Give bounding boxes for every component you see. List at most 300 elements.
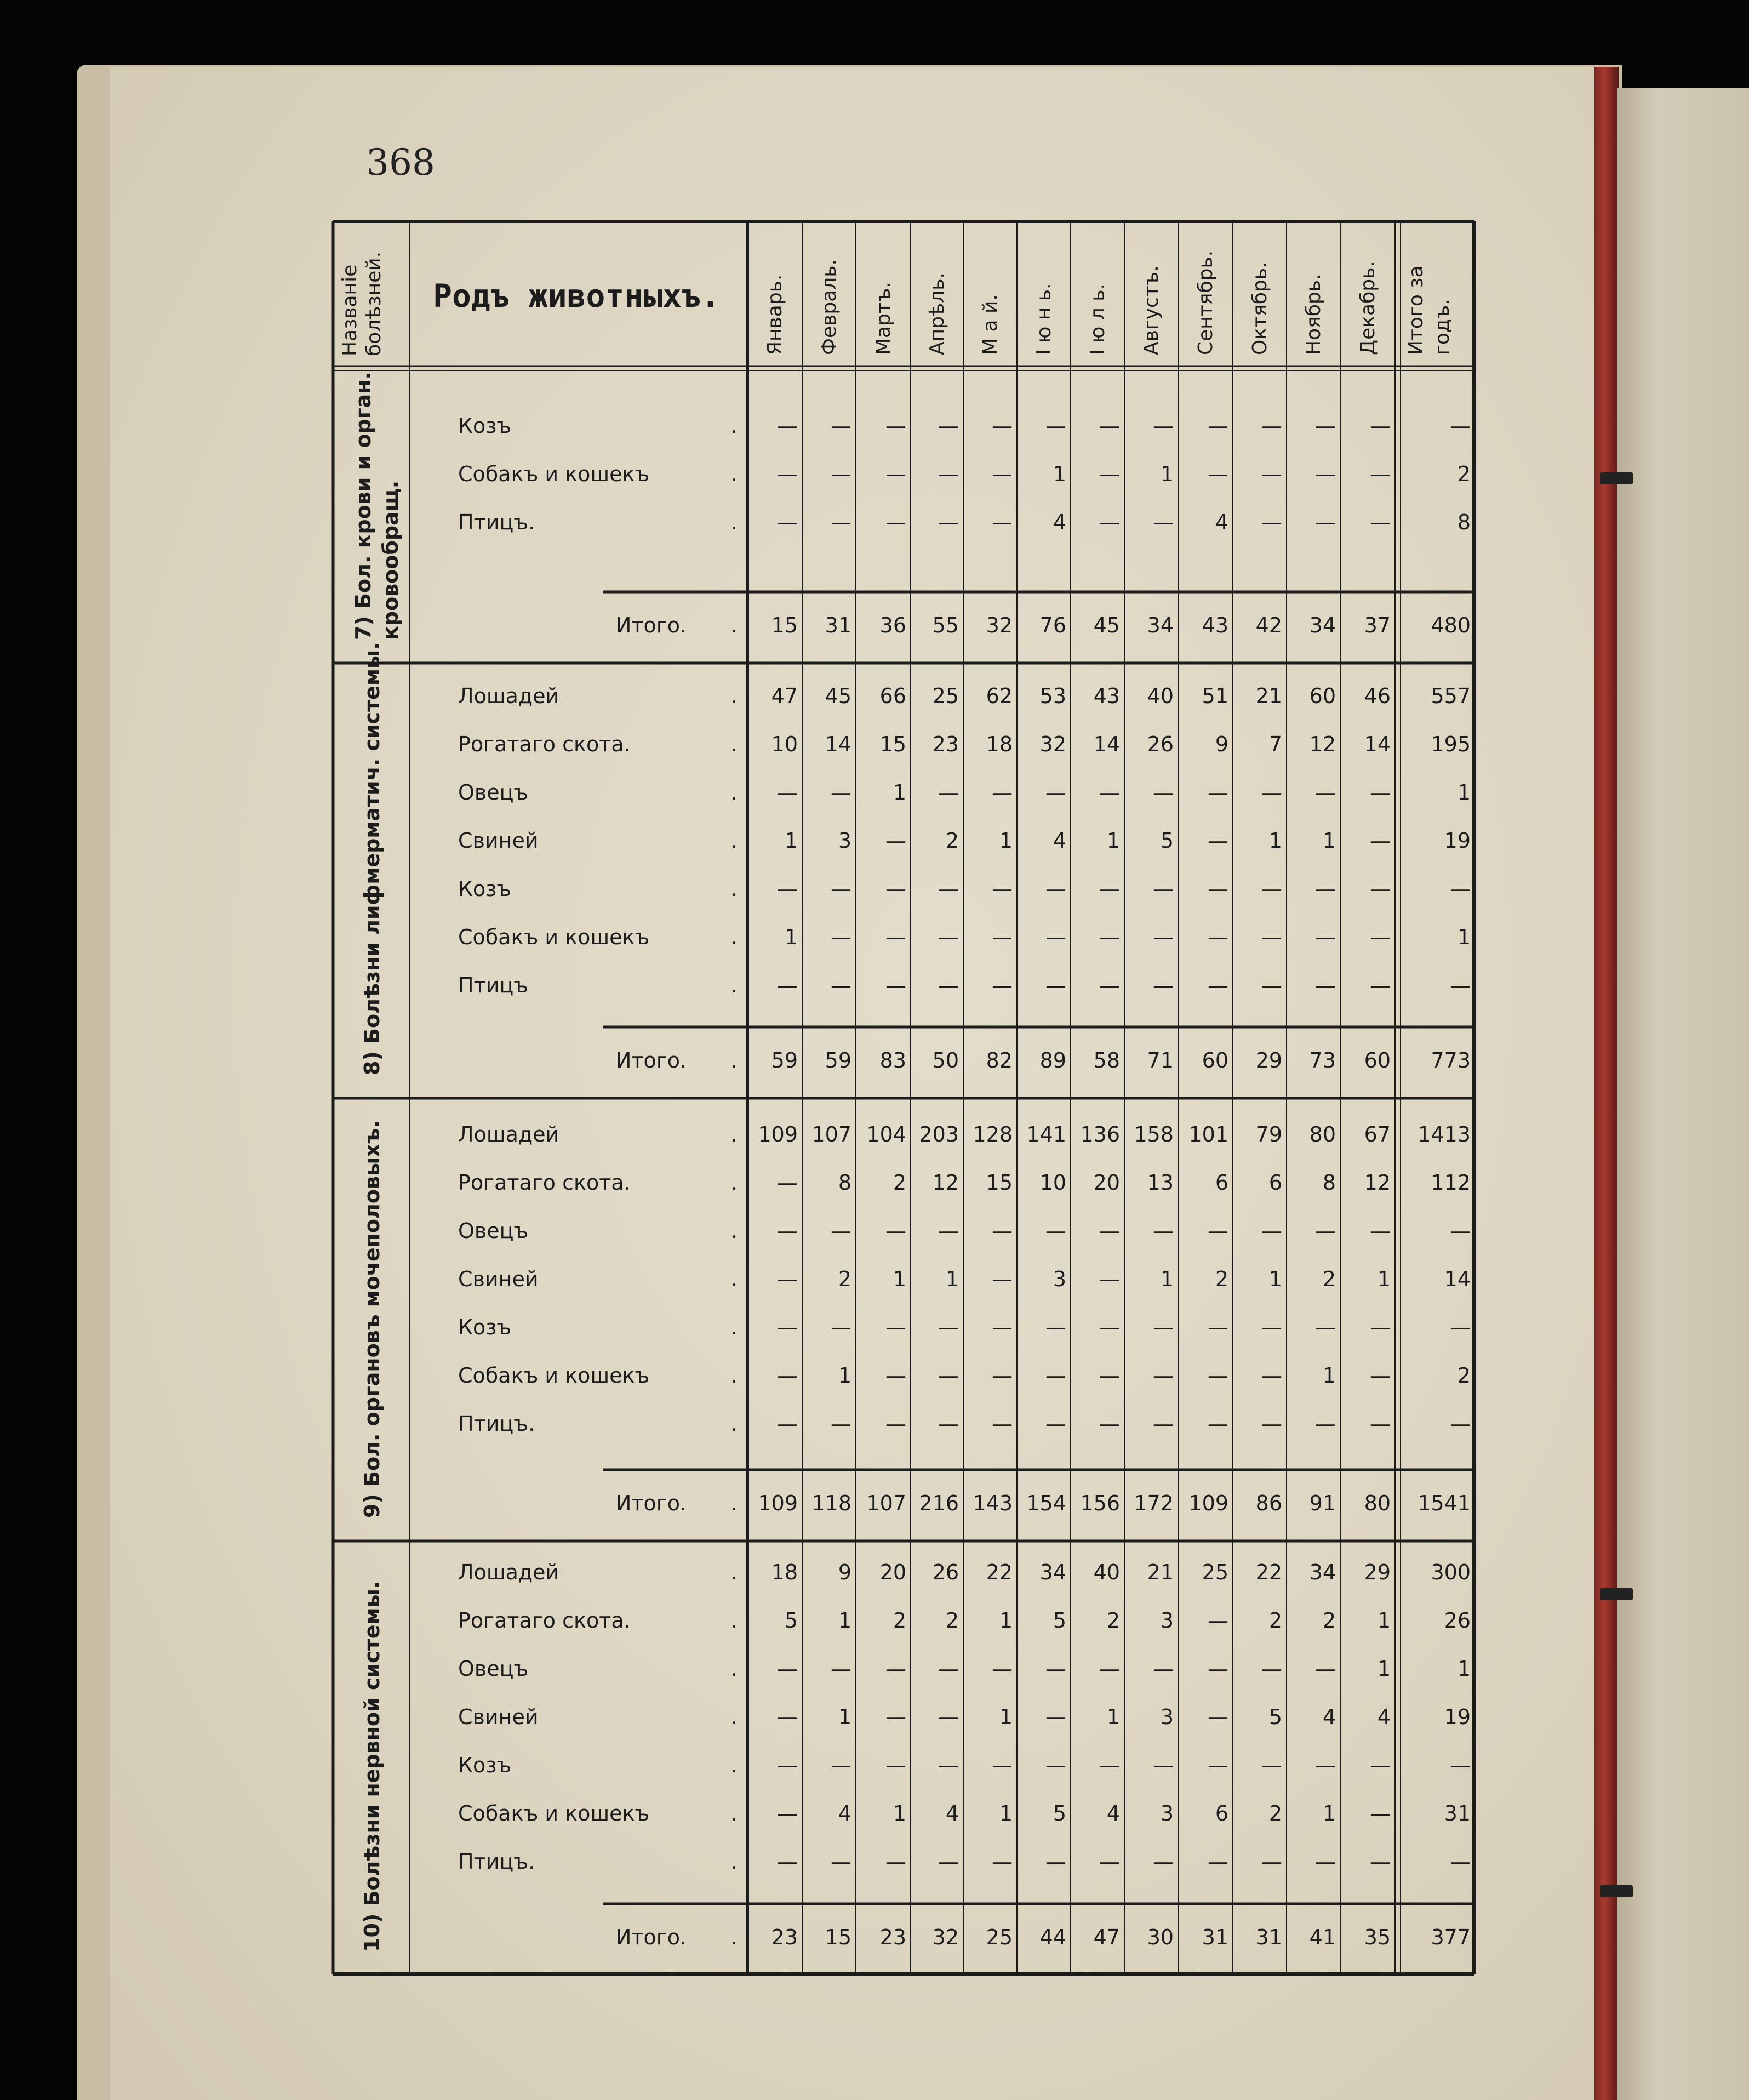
month-value: 34 xyxy=(1039,1560,1066,1584)
month-value: 34 xyxy=(1309,1560,1336,1584)
month-value: — xyxy=(1099,1315,1120,1339)
year-total-value: — xyxy=(1450,973,1471,997)
month-value: — xyxy=(1099,877,1120,901)
month-value: — xyxy=(1261,462,1282,486)
month-value: — xyxy=(938,780,959,804)
month-value: — xyxy=(992,973,1013,997)
animal-name: Овецъ xyxy=(458,1219,529,1243)
month-value: 1 xyxy=(784,829,798,853)
month-value: 1 xyxy=(893,1267,906,1291)
month-value: — xyxy=(1208,925,1228,949)
month-value: 29 xyxy=(1364,1560,1391,1584)
month-value: — xyxy=(1153,1753,1174,1777)
month-value: — xyxy=(938,1657,959,1681)
month-value: 101 xyxy=(1188,1122,1228,1146)
month-total-value: 31 xyxy=(825,613,851,637)
totals-label: Итого. xyxy=(616,1925,687,1949)
month-value: — xyxy=(1099,1753,1120,1777)
month-value: 3 xyxy=(1160,1801,1174,1825)
month-value: 1 xyxy=(1268,1267,1282,1291)
month-value: 45 xyxy=(825,684,851,708)
month-value: 60 xyxy=(1309,684,1336,708)
animal-name: Птицъ. xyxy=(458,510,535,534)
month-total-value: 89 xyxy=(1039,1048,1066,1072)
month-value: — xyxy=(938,1315,959,1339)
year-total-value: 112 xyxy=(1431,1171,1471,1195)
month-value: — xyxy=(777,1363,798,1388)
month-value: — xyxy=(1208,1608,1228,1633)
month-value: 1 xyxy=(999,1608,1013,1633)
grand-total-value: 480 xyxy=(1431,613,1471,637)
header-month-label: Январь. xyxy=(764,274,786,355)
month-value: 8 xyxy=(1322,1171,1336,1195)
animal-name: Лошадей xyxy=(458,684,559,708)
animal-name: Рогатаго скота. xyxy=(458,1171,631,1195)
month-value: 1 xyxy=(1322,829,1336,853)
month-value: — xyxy=(992,877,1013,901)
month-total-value: 37 xyxy=(1364,613,1391,637)
header-month-label: М а й. xyxy=(979,294,1002,355)
month-value: — xyxy=(1153,973,1174,997)
month-total-value: 80 xyxy=(1364,1491,1391,1515)
month-value: 5 xyxy=(1160,829,1174,853)
month-value: — xyxy=(1208,1412,1228,1436)
month-value: — xyxy=(1315,462,1336,486)
header-disease-label: болѣзней. xyxy=(363,251,385,356)
month-value: — xyxy=(1045,1363,1066,1388)
animal-name: Птицъ. xyxy=(458,1412,535,1436)
header-month-label: І ю н ь. xyxy=(1033,283,1055,355)
month-value: — xyxy=(1045,1412,1066,1436)
month-value: — xyxy=(1261,1850,1282,1874)
month-value: 3 xyxy=(1053,1267,1066,1291)
month-value: 13 xyxy=(1147,1171,1174,1195)
month-value: — xyxy=(1208,973,1228,997)
leader-dot: . xyxy=(731,1171,738,1195)
month-total-value: 50 xyxy=(932,1048,959,1072)
animal-name: Рогатаго скота. xyxy=(458,1608,631,1633)
month-value: — xyxy=(1099,1267,1120,1291)
month-value: 66 xyxy=(879,684,906,708)
month-total-value: 91 xyxy=(1309,1491,1336,1515)
section-title: 10) Болѣзни нервной системы. xyxy=(360,1580,384,1952)
month-value: — xyxy=(1208,1753,1228,1777)
month-value: 2 xyxy=(1106,1608,1120,1633)
month-value: 80 xyxy=(1309,1122,1336,1146)
month-value: — xyxy=(777,1850,798,1874)
month-total-value: 58 xyxy=(1093,1048,1120,1072)
month-value: 21 xyxy=(1255,684,1282,708)
month-value: 1 xyxy=(999,829,1013,853)
month-value: — xyxy=(885,1219,906,1243)
month-value: — xyxy=(1261,780,1282,804)
leader-dot: . xyxy=(731,613,738,637)
leader-dot: . xyxy=(731,684,738,708)
month-value: — xyxy=(1370,462,1391,486)
month-total-value: 36 xyxy=(879,613,906,637)
month-value: 1 xyxy=(893,780,906,804)
month-value: — xyxy=(777,1171,798,1195)
month-total-value: 59 xyxy=(771,1048,798,1072)
month-total-value: 45 xyxy=(1093,613,1120,637)
year-total-value: 195 xyxy=(1431,732,1471,756)
month-value: — xyxy=(1315,1753,1336,1777)
month-value: — xyxy=(1045,1315,1066,1339)
leader-dot: . xyxy=(731,1705,738,1729)
header-year-total-label: Итого за xyxy=(1405,265,1427,355)
leader-dot: . xyxy=(731,732,738,756)
leader-dot: . xyxy=(731,1219,738,1243)
month-value: 23 xyxy=(932,732,959,756)
grand-total-value: 377 xyxy=(1431,1925,1471,1949)
month-value: — xyxy=(1208,780,1228,804)
month-total-value: 109 xyxy=(1188,1491,1228,1515)
month-value: — xyxy=(1153,877,1174,901)
header-animal-label: Родъ животныхъ. xyxy=(433,277,720,315)
month-value: 1 xyxy=(893,1801,906,1825)
animal-name: Рогатаго скота. xyxy=(458,732,631,756)
month-value: — xyxy=(992,1363,1013,1388)
month-total-value: 86 xyxy=(1255,1491,1282,1515)
month-value: 14 xyxy=(1093,732,1120,756)
month-total-value: 42 xyxy=(1255,613,1282,637)
year-total-value: — xyxy=(1450,1219,1471,1243)
month-value: — xyxy=(1370,1363,1391,1388)
leader-dot: . xyxy=(731,1560,738,1584)
month-total-value: 23 xyxy=(879,1925,906,1949)
month-value: — xyxy=(1208,877,1228,901)
month-value: — xyxy=(1208,829,1228,853)
animal-name: Собакъ и кошекъ xyxy=(458,462,650,486)
month-value: — xyxy=(1153,1657,1174,1681)
month-value: 9 xyxy=(838,1560,851,1584)
month-total-value: 31 xyxy=(1202,1925,1228,1949)
leader-dot: . xyxy=(731,462,738,486)
totals-label: Итого. xyxy=(616,613,687,637)
month-total-value: 60 xyxy=(1364,1048,1391,1072)
section-title: 7) Бол. крови и орган. xyxy=(351,372,375,640)
month-total-value: 156 xyxy=(1080,1491,1120,1515)
month-value: 14 xyxy=(825,732,851,756)
month-value: 6 xyxy=(1215,1171,1228,1195)
month-value: 109 xyxy=(758,1122,798,1146)
year-total-value: 31 xyxy=(1444,1801,1471,1825)
header-month-label: Октябрь. xyxy=(1249,261,1271,355)
month-value: 18 xyxy=(771,1560,798,1584)
month-value: — xyxy=(831,877,851,901)
month-value: — xyxy=(885,1363,906,1388)
leader-dot: . xyxy=(731,973,738,997)
month-value: 22 xyxy=(1255,1560,1282,1584)
month-value: — xyxy=(938,1219,959,1243)
leader-dot: . xyxy=(731,877,738,901)
month-value: 141 xyxy=(1026,1122,1066,1146)
year-total-value: 1 xyxy=(1457,1657,1471,1681)
month-value: 4 xyxy=(1106,1801,1120,1825)
month-value: — xyxy=(1370,829,1391,853)
year-total-value: 1413 xyxy=(1418,1122,1471,1146)
month-value: — xyxy=(1045,780,1066,804)
leader-dot: . xyxy=(731,1925,738,1949)
month-value: 15 xyxy=(879,732,906,756)
month-total-value: 30 xyxy=(1147,1925,1174,1949)
month-value: — xyxy=(1153,780,1174,804)
month-value: 4 xyxy=(1053,829,1066,853)
animal-name: Свиней xyxy=(458,829,539,853)
month-value: — xyxy=(1099,1412,1120,1436)
month-value: — xyxy=(1370,510,1391,534)
month-value: — xyxy=(1045,1705,1066,1729)
month-value: 5 xyxy=(1053,1608,1066,1633)
month-value: 8 xyxy=(838,1171,851,1195)
month-value: — xyxy=(1261,973,1282,997)
month-value: 1 xyxy=(1106,1705,1120,1729)
animal-name: Свиней xyxy=(458,1267,539,1291)
month-value: — xyxy=(1099,1363,1120,1388)
month-total-value: 25 xyxy=(986,1925,1013,1949)
animal-name: Овецъ xyxy=(458,1657,529,1681)
month-value: 32 xyxy=(1039,732,1066,756)
month-value: — xyxy=(1370,1315,1391,1339)
animal-name: Козъ xyxy=(458,414,512,438)
month-value: — xyxy=(1261,1219,1282,1243)
month-value: 10 xyxy=(771,732,798,756)
month-value: — xyxy=(938,925,959,949)
month-value: 4 xyxy=(1377,1705,1391,1729)
month-value: — xyxy=(1315,1315,1336,1339)
month-total-value: 60 xyxy=(1202,1048,1228,1072)
animal-name: Козъ xyxy=(458,1315,512,1339)
month-value: 2 xyxy=(893,1608,906,1633)
month-value: — xyxy=(1315,414,1336,438)
year-total-value: 8 xyxy=(1457,510,1471,534)
month-value: — xyxy=(777,973,798,997)
month-value: — xyxy=(1099,510,1120,534)
animal-name: Собакъ и кошекъ xyxy=(458,1801,650,1825)
month-value: — xyxy=(777,1705,798,1729)
month-value: — xyxy=(777,1267,798,1291)
month-value: — xyxy=(992,510,1013,534)
year-total-value: — xyxy=(1450,1315,1471,1339)
leader-dot: . xyxy=(731,1363,738,1388)
month-total-value: 154 xyxy=(1026,1491,1066,1515)
month-value: — xyxy=(1315,877,1336,901)
month-value: — xyxy=(1370,1219,1391,1243)
month-value: — xyxy=(938,1705,959,1729)
month-value: 1 xyxy=(838,1608,851,1633)
month-value: — xyxy=(777,462,798,486)
month-value: — xyxy=(1315,510,1336,534)
animal-name: Козъ xyxy=(458,1753,512,1777)
month-value: 1 xyxy=(1106,829,1120,853)
month-value: 9 xyxy=(1215,732,1228,756)
month-value: 22 xyxy=(986,1560,1013,1584)
month-value: — xyxy=(885,1657,906,1681)
month-value: — xyxy=(1045,1850,1066,1874)
animal-name: Собакъ и кошекъ xyxy=(458,1363,650,1388)
header-month-label: Августъ. xyxy=(1140,265,1163,355)
header-month-label: Ноябрь. xyxy=(1302,273,1325,355)
month-value: 12 xyxy=(1364,1171,1391,1195)
month-value: — xyxy=(1153,1850,1174,1874)
leader-dot: . xyxy=(731,414,738,438)
month-value: — xyxy=(1370,973,1391,997)
year-total-value: — xyxy=(1450,414,1471,438)
month-value: 14 xyxy=(1364,732,1391,756)
leader-dot: . xyxy=(731,1753,738,1777)
leader-dot: . xyxy=(731,1801,738,1825)
month-total-value: 73 xyxy=(1309,1048,1336,1072)
animal-name: Овецъ xyxy=(458,780,529,804)
leader-dot: . xyxy=(731,925,738,949)
month-value: 1 xyxy=(1377,1267,1391,1291)
leader-dot: . xyxy=(731,1491,738,1515)
month-value: 2 xyxy=(838,1267,851,1291)
month-value: — xyxy=(1370,1412,1391,1436)
year-total-value: 2 xyxy=(1457,1363,1471,1388)
month-value: — xyxy=(992,1219,1013,1243)
month-total-value: 47 xyxy=(1093,1925,1120,1949)
month-value: — xyxy=(992,780,1013,804)
header-month-label: Сентябрь. xyxy=(1194,250,1217,355)
month-value: 3 xyxy=(838,829,851,853)
month-value: 21 xyxy=(1147,1560,1174,1584)
month-value: — xyxy=(831,1850,851,1874)
month-value: — xyxy=(831,510,851,534)
month-value: — xyxy=(885,877,906,901)
month-value: — xyxy=(1261,1657,1282,1681)
month-total-value: 82 xyxy=(986,1048,1013,1072)
month-value: — xyxy=(992,462,1013,486)
month-value: 1 xyxy=(1377,1657,1391,1681)
month-value: 1 xyxy=(1268,829,1282,853)
year-total-value: — xyxy=(1450,1412,1471,1436)
year-total-value: 14 xyxy=(1444,1267,1471,1291)
month-value: 5 xyxy=(784,1608,798,1633)
month-value: — xyxy=(885,510,906,534)
leader-dot: . xyxy=(731,1267,738,1291)
month-value: 1 xyxy=(1377,1608,1391,1633)
month-value: — xyxy=(1099,780,1120,804)
header-month-label: Декабрь. xyxy=(1357,261,1379,355)
month-value: 62 xyxy=(986,684,1013,708)
month-value: — xyxy=(1208,1363,1228,1388)
month-value: 158 xyxy=(1134,1122,1174,1146)
year-total-value: 19 xyxy=(1444,829,1471,853)
month-value: 2 xyxy=(1268,1608,1282,1633)
month-value: 67 xyxy=(1364,1122,1391,1146)
month-value: — xyxy=(992,1412,1013,1436)
month-value: — xyxy=(831,973,851,997)
month-value: — xyxy=(1153,1412,1174,1436)
month-value: — xyxy=(831,1753,851,1777)
month-value: 51 xyxy=(1202,684,1228,708)
month-value: 1 xyxy=(1322,1363,1336,1388)
month-value: — xyxy=(938,1753,959,1777)
header-month-label: Апрѣль. xyxy=(926,272,948,355)
month-value: — xyxy=(1099,973,1120,997)
month-value: 2 xyxy=(1322,1608,1336,1633)
leader-dot: . xyxy=(731,1315,738,1339)
month-value: 136 xyxy=(1080,1122,1120,1146)
month-value: — xyxy=(777,1657,798,1681)
month-total-value: 35 xyxy=(1364,1925,1391,1949)
month-value: — xyxy=(885,829,906,853)
month-value: 1 xyxy=(1322,1801,1336,1825)
section-title: кровообращ. xyxy=(379,480,403,640)
month-total-value: 109 xyxy=(758,1491,798,1515)
month-value: 53 xyxy=(1039,684,1066,708)
month-value: — xyxy=(992,925,1013,949)
month-value: 12 xyxy=(1309,732,1336,756)
month-value: 2 xyxy=(893,1171,906,1195)
header-month-label: Мартъ. xyxy=(872,282,895,355)
month-value: 47 xyxy=(771,684,798,708)
month-value: — xyxy=(1315,1412,1336,1436)
month-value: — xyxy=(831,1412,851,1436)
month-value: — xyxy=(777,780,798,804)
month-value: — xyxy=(992,1657,1013,1681)
month-total-value: 32 xyxy=(932,1925,959,1949)
month-value: — xyxy=(885,1315,906,1339)
month-value: 1 xyxy=(999,1705,1013,1729)
month-value: 6 xyxy=(1215,1801,1228,1825)
month-value: — xyxy=(1208,1705,1228,1729)
month-total-value: 76 xyxy=(1039,613,1066,637)
month-value: — xyxy=(992,1850,1013,1874)
month-value: — xyxy=(1208,1657,1228,1681)
month-value: — xyxy=(831,780,851,804)
month-value: — xyxy=(777,1753,798,1777)
grand-total-value: 773 xyxy=(1431,1048,1471,1072)
animal-name: Собакъ и кошекъ xyxy=(458,925,650,949)
month-total-value: 172 xyxy=(1134,1491,1174,1515)
month-value: — xyxy=(1261,1412,1282,1436)
month-value: 4 xyxy=(1053,510,1066,534)
month-value: — xyxy=(1370,1801,1391,1825)
month-value: — xyxy=(885,462,906,486)
month-value: 1 xyxy=(999,1801,1013,1825)
month-value: — xyxy=(1153,1315,1174,1339)
month-value: 2 xyxy=(1268,1801,1282,1825)
leader-dot: . xyxy=(731,510,738,534)
leader-dot: . xyxy=(731,780,738,804)
month-value: — xyxy=(1153,414,1174,438)
month-value: 43 xyxy=(1093,684,1120,708)
month-value: — xyxy=(1315,1657,1336,1681)
month-value: 1 xyxy=(945,1267,959,1291)
animal-name: Козъ xyxy=(458,877,512,901)
month-value: — xyxy=(1261,510,1282,534)
month-value: — xyxy=(885,925,906,949)
year-total-value: 1 xyxy=(1457,925,1471,949)
month-value: 5 xyxy=(1268,1705,1282,1729)
month-value: 3 xyxy=(1160,1705,1174,1729)
month-value: — xyxy=(777,877,798,901)
month-value: 7 xyxy=(1268,732,1282,756)
month-value: — xyxy=(1370,1753,1391,1777)
month-value: — xyxy=(1099,1219,1120,1243)
animal-name: Птицъ xyxy=(458,973,529,997)
year-total-value: 2 xyxy=(1457,462,1471,486)
month-value: 4 xyxy=(838,1801,851,1825)
year-total-value: — xyxy=(1450,1753,1471,1777)
month-value: 40 xyxy=(1147,684,1174,708)
year-total-value: 26 xyxy=(1444,1608,1471,1633)
month-value: — xyxy=(831,1315,851,1339)
header-month-label: Февраль. xyxy=(818,259,841,355)
totals-label: Итого. xyxy=(616,1491,687,1515)
